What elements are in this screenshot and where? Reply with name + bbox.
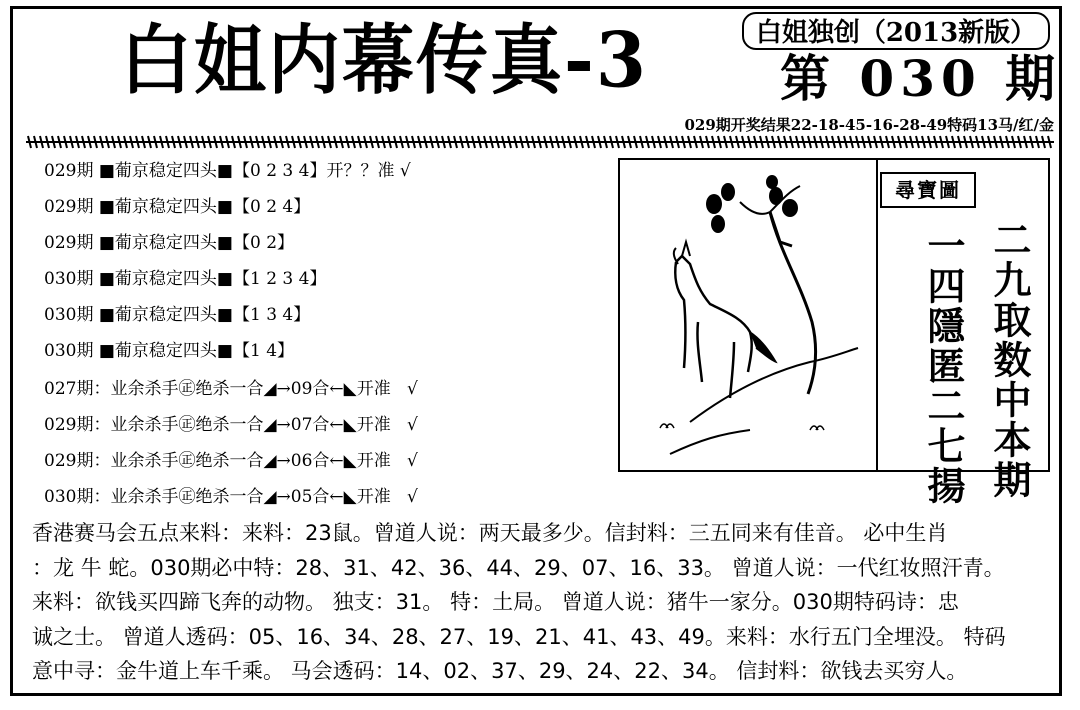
info-line: 香港赛马会五点来料：来料：23鼠。曾道人说：两天最多少。信封料：三五同来有佳音。 必中生肖	[32, 521, 948, 545]
kill-row	[44, 446, 418, 471]
kill-row	[44, 374, 418, 399]
info-line: 来料：欲钱买四蹄飞奔的动物。 独支：31。 特：土局。 曾道人说：猪牛一家分。030期特码诗：忠	[32, 590, 959, 614]
pick-period: 030期	[44, 305, 94, 325]
treasure-map-label: 尋寶圖	[880, 172, 976, 208]
check-mark: √	[406, 487, 418, 507]
edition-badge: 白姐独创（2013新版）	[742, 12, 1050, 50]
pick-label: ■葡京稳定四头■	[98, 341, 233, 361]
kill-period: 029期：	[44, 451, 111, 471]
pick-numbers: 【1 2 3 4】	[232, 269, 327, 289]
pick-row	[44, 336, 294, 361]
kill-row	[44, 410, 418, 435]
pick-numbers: 【1 4】	[232, 341, 295, 361]
poem-column-left: 一四隱匿二七揚	[921, 226, 966, 506]
kill-text: 业余杀手㊣绝杀一合◢→07合←◣开准	[110, 415, 391, 435]
pick-label: ■葡京稳定四头■	[98, 269, 233, 289]
pick-label: ■葡京稳定四头■	[98, 161, 233, 181]
page-title: 白姐内幕传真-3	[120, 14, 648, 105]
kill-text: 业余杀手㊣绝杀一合◢→09合←◣开准	[110, 379, 391, 399]
check-mark: √	[406, 379, 418, 399]
picture-divider	[876, 160, 878, 470]
pick-suffix: 开？？准 √	[326, 161, 411, 181]
pick-row	[44, 300, 310, 325]
kill-text: 业余杀手㊣绝杀一合◢→06合←◣开准	[110, 451, 391, 471]
pick-numbers: 【0 2 4】	[232, 197, 311, 217]
pick-numbers: 【0 2】	[232, 233, 295, 253]
horse-tree-illustration	[630, 172, 870, 462]
poem-column-right: 二九取数中本期	[987, 220, 1032, 500]
kill-row	[44, 482, 418, 507]
kill-text: 业余杀手㊣绝杀一合◢→05合←◣开准	[110, 487, 391, 507]
pick-label: ■葡京稳定四头■	[98, 233, 233, 253]
pick-numbers: 【1 3 4】	[232, 305, 311, 325]
info-line: 诚之士。 曾道人透码：05、16、34、28、27、19、21、41、43、49。来料：水行五门全埋没。 特码	[32, 624, 1006, 649]
pick-label: ■葡京稳定四头■	[98, 197, 233, 217]
pick-period: 029期	[44, 161, 94, 181]
info-paragraph	[32, 516, 1052, 689]
kill-period: 029期：	[44, 415, 111, 435]
zigzag-divider	[26, 134, 1054, 150]
pick-row	[44, 264, 326, 289]
pick-period: 029期	[44, 233, 94, 253]
issue-number: 第 030 期	[780, 49, 1062, 108]
previous-result: 029期开奖结果22-18-45-16-28-49特码13马/红/金	[684, 116, 1054, 134]
pick-label: ■葡京稳定四头■	[98, 305, 233, 325]
kill-period: 027期：	[44, 379, 111, 399]
check-mark: √	[406, 451, 418, 471]
info-line: 意中寻：金牛道上车千乘。 马会透码：14、02、37、29、24、22、34。 信封料：欲钱去买穷人。	[32, 659, 968, 683]
kill-period: 030期：	[44, 487, 111, 507]
pick-numbers: 【0 2 3 4】	[232, 161, 327, 181]
check-mark: √	[406, 415, 418, 435]
info-line: ：龙 牛 蛇。030期必中特：28、31、42、36、44、29、07、16、33。 曾道人说：一代红妆照汗青。	[32, 555, 1005, 580]
pick-period: 029期	[44, 197, 94, 217]
pick-row	[44, 192, 310, 217]
pick-period: 030期	[44, 269, 94, 289]
pick-row	[44, 228, 294, 253]
pick-period: 030期	[44, 341, 94, 361]
pick-row	[44, 156, 411, 181]
